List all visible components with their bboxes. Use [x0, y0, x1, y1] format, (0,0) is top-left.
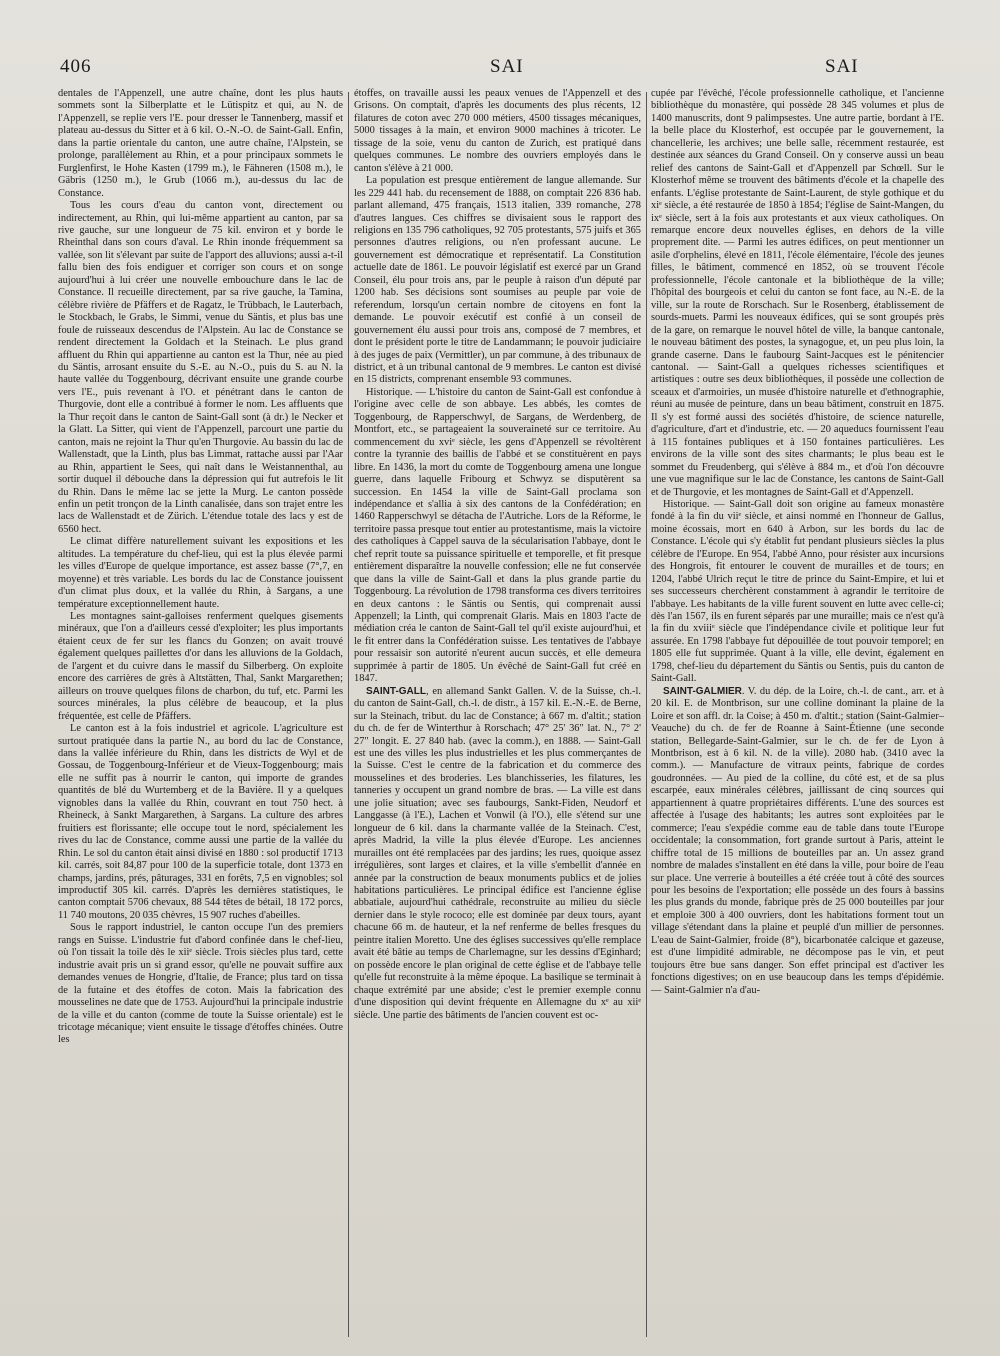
paragraph: dentales de l'Appenzell, une autre chaîne, dont les plus hauts sommets sont la Silberplatte et le Lütispitz et qui, au N. de l'Appenzell, se replie vers l'E. pour dresser le Tannenberg, massif et plateau au-dessus du Sitter et à 6 kil. O.-N.-O. de Saint-Gall. Enfin, dans la partie orientale du canton, une autre chaîne, l'Alpstein, se prolonge, parallèlement au Rhin, et a pour principaux sommets le Furglenfirst, le Hohe Kasten (1799 m.), le Fähneren (1508 m.), le Gäbris (1250 m.), le Grub (1066 m.), au-dessus du lac de Constance.: [58, 88, 343, 199]
entry-headword: SAINT-GALMIER: [663, 685, 742, 697]
column-2: [354, 88, 641, 1343]
header-center: SAI: [490, 56, 524, 77]
paragraph: Sous le rapport industriel, le canton occupe l'un des premiers rangs en Suisse. L'industrie fut d'abord confinée dans le chef-lieu, où l'on tissait la toile dès le xiiᵉ siècle. Trois siècles plus tard, cette industrie avait pris un si grand essor, qu'elle ne pouvait suffire aux demandes venues de Hongrie, d'Italie, de France; plus tard on tissa de la futaine et des étoffes de coton. Mais la fabrication des mousselines ne date que de 1753. Aujourd'hui la principale industrie de la ville et du canton (comme de toute la Suisse orientale) est le tricotage mécanique; vient ensuite le tissage d'étoffes chinées. Outre les: [58, 922, 343, 1046]
entry-headword: SAINT-GALL: [366, 685, 426, 697]
paragraph: Historique. — Saint-Gall doit son origine au fameux monastère fondé à la fin du viiᵉ siècle, et ainsi nommé en l'honneur de Gallus, moine écossais, mort en 640 à Arbon, sur les bords du lac de Constance. L'école qui s'y établit fut pendant plusieurs siècles la plus célèbre de l'Europe. En 954, l'abbé Anno, pour résister aux incursions des Hongrois, fit entourer le couvent de murailles et de tours; en 1204, l'abbé Ulrich reçut le titre de prince du Saint-Empire, et lui et ses successeurs cherchèrent constamment à agrandir le territoire de l'abbaye. Les habitants de la ville furent souvent en lutte avec celle-ci; dès l'an 1567, ils en furent séparés par une muraille; mais ce n'est qu'à la fin du xviiiᵉ siècle que l'indépendance civile et politique leur fut assurée. En 1798 l'abbaye fut dépouillée de tout pouvoir temporel; en 1805 elle fut supprimée. Quant à la ville, elle devint, également en 1798, chef-lieu du département du Säntis ou Sentis, puis du canton de Saint-Gall.: [651, 498, 944, 685]
paragraph: Le canton est à la fois industriel et agricole. L'agriculture est surtout pratiquée dans la partie N., au bord du lac de Constance, dans la vallée inférieure du Rhin, dans les districts de Wyl et de Gossau, de Toggenbourg-Inférieur et de Vieux-Toggenbourg; mais elle ne suffit pas à nourrir le canton, qui importe de grandes quantités de blé du Wurtemberg et de la Bavière. Il y a quelques vignobles dans la vallée du Rhin, couvrant en tout 750 hect. à Rheineck, à Sankt Margarethen, à Sargans. La culture des arbres fruitiers est florissante; elle occupe tout le nord, spécialement les rives du lac de Constance, comme aussi une partie de la vallée du Rhin. Le sol du canton était ainsi divisé en 1880 : sol productif 1713 kil. carrés, soit 84,87 pour 100 de la superficie totale, dont 1373 en champs, jardins, prés, pâturages, 331 en forêts, 7,5 en vignobles; sol improductif 305 kil. carrés. D'après les dernières statistiques, le canton comptait 5706 chevaux, 88 544 têtes de bétail, 18 172 porcs, 11 740 moutons, 20 035 chèvres, 15 907 ruches d'abeilles.: [58, 723, 343, 921]
paragraph: La population est presque entièrement de langue allemande. Sur les 229 441 hab. du recensement de 1888, on comptait 226 836 hab. parlant allemand, 475 français, 1513 italien, 339 romanche, 278 d'autres langues. Ces chiffres se divisaient sous le rapport des religions en 135 796 catholiques, 92 705 protestants, 575 juifs et 365 personnes d'autres religions, ou n'en professant aucune. Le gouvernement est démocratique et représentatif. La Constitution actuelle date de 1861. Le pouvoir législatif est exercé par un Grand Conseil, élu pour trois ans, par le peuple à raison d'un député par 1200 hab. Ses décisions sont soumises au peuple par voie de referendum, lorsqu'un certain nombre de citoyens en font la demande. Le pouvoir exécutif est confié à un conseil de gouvernement élu aussi pour trois ans, composé de 7 membres, et dont le président porte le titre de Landammann; le pouvoir judiciaire à des juges de paix (Vermittler), un par commune, à des tribunaux de district, et à un tribunal cantonal de 9 membres. Le canton est divisé en 15 districts, comprenant ensemble 93 communes.: [354, 175, 641, 386]
paragraph: étoffes, on travaille aussi les peaux venues de l'Appenzell et des Grisons. On comptait, d'après les documents des plus récents, 12 filatures de coton avec 270 000 métiers, 4500 tissages mécaniques, 5000 tissages à la main, et environ 9000 machines à tricoter. Le tissage de la soie, venu du canton de Zurich, est pratiqué dans quelques communes. Le nombre des ouvriers employés dans le canton s'élève à 21 000.: [354, 88, 641, 174]
column-rule-1: [348, 92, 349, 1337]
paragraph: Le climat diffère naturellement suivant les expositions et les altitudes. La température du chef-lieu, qui est la plus élevée parmi les villes d'Europe de quelque importance, est assez basse (7°,7, en moyenne) et très variable. Les bords du lac de Constance jouissent d'un climat plus doux, et la vallée du Rhin, à Sargans, a une température exceptionnellement haute.: [58, 536, 343, 610]
page-number: 406: [60, 56, 92, 77]
paragraph: cupée par l'évêché, l'école professionnelle catholique, et l'ancienne bibliothèque du monastère, qui possède 28 345 volumes et plus de 1400 manuscrits, dont 9 palimpsestes. Une autre partie, bordant à l'E. la belle place du Klosterhof, est occupée par le gouvernement, la chancellerie, les archives; une belle salle, récemment restaurée, est destinée aux séances du Grand Conseil. On y conserve aussi un beau relief des cantons de Saint-Gall et d'Appenzell par Schœll. Sur le Klosterhof même se trouvent des bâtiments d'école et la chapelle des enfants. L'église protestante de Saint-Laurent, de style gothique et du xiᵉ siècle, a été restaurée de 1850 à 1854; l'église de Saint-Mangen, du ixᵉ siècle, sert à la fois aux protestants et aux vieux catholiques. On remarque encore deux nouvelles églises, en dehors de la ville proprement dite. — Parmi les autres édifices, on peut mentionner un asile d'orphelins, élevé en 1811, l'école élémentaire, l'école des jeunes filles, le bâtiment, commencé en 1852, où se trouvent l'école professionnelle, l'école cantonale et la bibliothèque de la ville; l'hôpital des bourgeois et celui du canton se font face, au N.-E. de la ville, sur la route de Rorschach. Sur le Rosenberg, établissement de sourds-muets. Parmi les nouveaux édifices, qui se sont groupés près de la gare, on remarque le nouvel hôtel de ville, la banque cantonale, le nouveau bâtiment des postes, la synagogue, et, un peu plus loin, la grande caserne. Dans le faubourg Saint-Jacques est le pénitencier cantonal. — Saint-Gall a quelques richesses scientifiques et artistiques : outre ses deux bibliothèques, il possède une collection de sceaux et d'armoiries, un musée d'histoire naturelle et d'ethnographie, réuni au musée de peinture, dans un beau bâtiment, construit en 1875. Il s'y est formé aussi des sociétés d'histoire, de science naturelle, d'agriculture, d'art et d'industrie, etc. — 20 aqueducs fournissent l'eau à 115 fontaines publiques et à 150 fontaines particulières. Les environs de la ville sont des sites charmants; le plus beau est le sommet du Freudenberg, qui s'élève à 884 m., et d'où l'on découvre une vue magnifique sur le lac de Constance, les cantons de Saint-Gall et de Thurgovie, et les montagnes de Saint-Gall et d'Appenzell.: [651, 88, 944, 498]
column-3: [651, 88, 944, 1343]
header-right: SAI: [825, 56, 859, 77]
paragraph: SAINT-GALL, en allemand Sankt Gallen. V. de la Suisse, ch.-l. du canton de Saint-Gall, ch.-l. de distr., à 157 kil. E.-N.-E. de Berne, sur la Steinach, tribut. du lac de Constance; à 667 m. d'altit.; station du ch. de fer de Winterthur à Rorschach; 47° 25' 36" lat. N., 7° 2' 27" longit. E. 27 840 hab. (avec la comm.), en 1888. — Saint-Gall est une des villes les plus industrielles et les plus commerçantes de la Suisse. C'est le centre de la fabrication et du commerce des mousselines et des broderies. Les blanchisseries, les filatures, les tanneries y occupent un grand nombre de bras. — La ville est dans une jolie situation; avec ses faubourgs, Sankt-Fiden, Neudorf et Langgasse (à l'E.), Lachen et Vonwil (à l'O.), elle s'étend sur une longueur de 6 kil. dans la charmante vallée de la Steinach. C'est, après Madrid, la ville la plus élevée d'Europe. Les anciennes murailles ont été remplacées par des jardins; les rues, quoique assez irrégulières, sont larges et claires, et la ville s'embellit d'année en année par la construction de beaux monuments publics et de jolies habitations particulières. Le principal édifice est l'ancienne église abbatiale, aujourd'hui cathédrale, reconstruite au milieu du siècle dernier dans le style rococo; elle est dominée par deux tours, ayant chacune 66 m. de hauteur, et la nef renferme de belles fresques du peintre italien Moretto. Une des églises successives qu'elle remplace avait été bâtie au temps de Charlemagne, sur les dessins d'Eginhard; on possède encore le plan original de cette église et de l'abbaye telle qu'elle fut reconstruite à la même époque. La basilique se terminait à chaque extrémité par une abside; c'est le premier exemple connu d'une disposition qui devint fréquente en Allemagne du xᵉ au xiiᵉ siècle. Une partie des bâtiments de l'ancien couvent est oc-: [354, 685, 641, 1021]
column-rule-2: [646, 92, 647, 1337]
text-columns: [58, 88, 948, 1348]
column-1: [58, 88, 343, 1343]
paragraph: SAINT-GALMIER. V. du dép. de la Loire, ch.-l. de cant., arr. et à 20 kil. E. de Montbrison, sur une colline dominant la plaine de la Loire et son affl. dr. la Coise; à 450 m. d'altit.; station (Saint-Galmier–Veauche) du ch. de fer de Roanne à Saint-Étienne (une seconde station, Bellegarde-Saint-Galmier, sur le ch. de fer de Lyon à Montbrison, est à 6 kil. N. de la ville). 2080 hab. (3410 avec la comm.). — Manufacture de vitraux peints, fabrique de cordes goudronnées. — Au pied de la colline, du côté est, et de sa plus escarpée, eaux minérales célèbres, jaillissant de cinq sources qui appartiennent à quatre propriétaires différents. L'une des sources est affectée à l'usage des habitants; les autres sont exploitées par le commerce; l'eau s'expédie comme eau de table dans toute l'Europe occidentale; la consommation, fort grande surtout à Paris, atteint le chiffre total de 15 millions de bouteilles par an. Un assez grand nombre de malades s'installent en été dans la ville, pour boire de l'eau sur place. Une verrerie à bouteilles a été créée tout à côté des sources pour les besoins de l'exportation; elle possède un des fours à bassins les plus grands du monde, fabrique près de 25 000 bouteilles par jour et emploie 300 à 400 ouvriers, dont les habitations forment tout un village s'étendant dans la plaine et peuplé d'un millier de personnes. L'eau de Saint-Galmier, froide (8°), bicarbonatée calcique et gazeuse, est d'une limpidité admirable, ne décompose pas le vin, et peut toujours être bue sans danger. Son effet principal est d'activer les fonctions digestives; on en use beaucoup dans les temps d'épidémie. — Saint-Galmier n'a d'au-: [651, 685, 944, 996]
running-header: [60, 56, 945, 82]
paragraph: Les montagnes saint-galloises renferment quelques gisements minéraux, que l'on a d'ailleurs cessé d'exploiter; les plus importants étaient ceux de fer sur les flancs du Gonzen; on avait trouvé également quelques paillettes d'or dans les alluvions de la Goldach, de l'argent et du cuivre dans le massif du Silberberg. On exploite encore des carrières de grès à Altstätten, Thal, Sankt Margarethen; ailleurs on trouve quelques filons de charbon, du tuf, etc. Parmi les sources minérales, la plus célèbre de beaucoup, et la plus fréquentée, est celle de Pfäffers.: [58, 611, 343, 722]
paragraph: Tous les cours d'eau du canton vont, directement ou indirectement, au Rhin, qui lui-même appartient au canton, par sa rive gauche, sur une longueur de 75 kil. environ et y borde le Rheinthal dans son cours d'aval. Le Rhin inonde fréquemment sa vallée, son lit s'élevant par suite de l'apport des alluvions; aussi a-t-il fallu bien des fois endiguer et corriger son cours et on songe aujourd'hui à lui créer une nouvelle embouchure dans le lac de Constance. Il recueille directement, par sa rive gauche, la Tamina, célèbre rivière de Pfäffers et de Ragatz, le Trübbach, le Lauterbach, le Stockbach, le Grabs, le Simmi, venue du Säntis, et plus bas une foule de ruisseaux descendus de l'Alpstein. Au lac de Constance se rendent directement la Goldach et la Steinach. Le plus grand affluent du Rhin qui appartienne au canton est la Thur, née au pied du Säntis, arrosant ensuite du S.-E. au N.-O., puis du S. au N. la haute vallée du Toggenbourg, décrivant ensuite une grande courbe vers l'E., puis revenant à l'O. et pénétrant dans le canton de Thurgovie, dont elle a contribué à former le nom. Les affluents que la Thur reçoit dans le canton de Saint-Gall sont (à dr.) le Necker et la Glatt. La Sitter, qui vient de l'Appenzell, parcourt une partie du canton, mais ne rejoint la Thur qu'en Thurgovie. Au bassin du lac de Wallenstadt, que la Linth, plus bas Limmat, rattache aussi par l'Aar au Rhin, appartient le Sees, qui naît dans le Weistannenthal, au sortir duquel il débouche dans la dépression qui fut autrefois le lit du Rhin. Dans le même lac se jette la Murg. Le canton possède enfin un petit tronçon de la Linth canalisée, dans son trajet entre les lacs de Wallenstadt et de Zürich. L'étendue totale des lacs y est de 6560 hect.: [58, 200, 343, 535]
paragraph: Historique. — L'histoire du canton de Saint-Gall est confondue à l'origine avec celle de son abbaye. Les abbés, les comtes de Toggenbourg, de Rapperschwyl, de Sargans, de Werdenberg, de Montfort, etc., se partageaient la souveraineté sur ce territoire. Au commencement du xviᵉ siècle, les gens d'Appenzell se révoltèrent contre la tyrannie des baillis de l'abbé et se constituèrent en pays libre. En 1436, la mort du comte de Toggenbourg amena une longue guerre, dans laquelle Fribourg et Schwyz se disputèrent sa succession. En 1454 la ville de Saint-Gall proclama son indépendance et s'allia à six des cantons de la Confédération; en 1460 Rapperschwyl se détacha de l'Autriche. Lors de la Réforme, le territoire passa presque tout entier au protestantisme, mais la victoire des catholiques à Cappel sauva de la sécularisation l'abbaye, dont le chef reprit toute sa puissance spirituelle et temporelle, et fit presque entièrement disparaître la nouvelle confession; elle ne fut conservée que dans la ville de Saint-Gall et dans la plus grande partie du Toggenbourg. La révolution de 1798 transforma ces divers territoires en deux cantons : le Säntis ou Sentis, qui comprenait aussi Appenzell; la Linth, qui comprenait Glaris. Mais en 1803 l'acte de médiation créa le canton de Saint-Gall tel qu'il existe aujourd'hui, et le fit entrer dans la Confédération suisse. Les tentatives de l'abbaye pour ressaisir son autorité n'eurent aucun succès, et elle demeura supprimée à partir de 1805. Un évêché de Saint-Gall fut créé en 1847.: [354, 386, 641, 685]
